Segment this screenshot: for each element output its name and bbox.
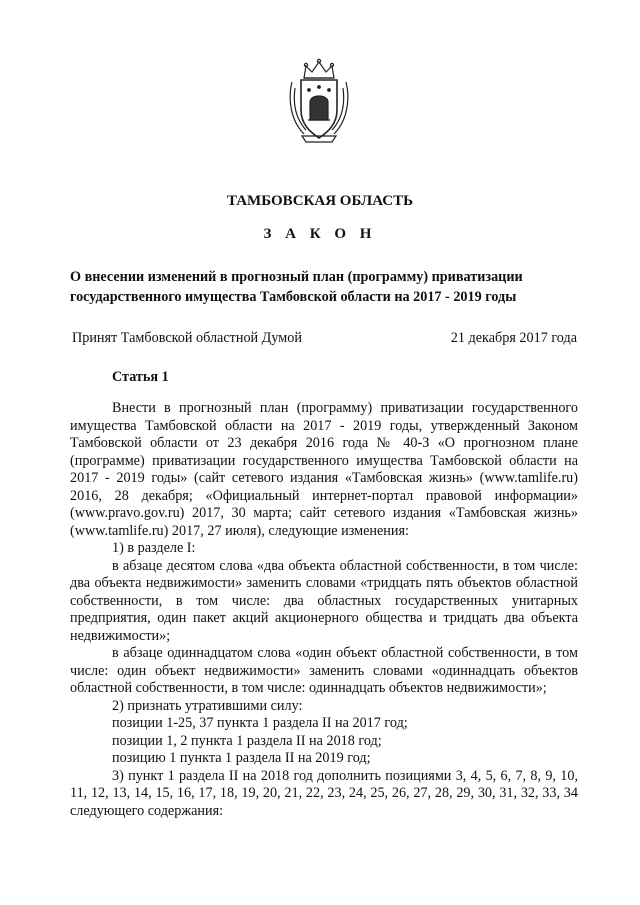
paragraph-positions-2017: позиции 1-25, 37 пункта 1 раздела II на 2017 год; (112, 715, 408, 731)
article-body (70, 400, 578, 820)
paragraph-abzac-10: в абзаце десятом слова «два объекта областной собственности, в том числе: два объекта недвижимости» заменить словами «тридцать пять объектов областной собственности, в том числе: два областных государственных унитарных предприятия, один пакет акций акционерного общества и тридцать два объекта недвижимости»; (70, 557, 578, 644)
adoption-row (72, 330, 577, 347)
paragraph-intro: Внести в прогнозный план (программу) приватизации государственного имущества Тамбовской области на 2017 - 2019 годы, утвержденный Законом Тамбовской области от 23 декабря 2016 года № 40-З «О прогнозном плане (программе) приватизации государственного имущества Тамбовской области на 2017 - 2019 годы» (сайт сетевого издания «Тамбовская жизнь» (www.tamlife.ru) 2016, 28 декабря; «Официальный интернет-портал правовой информации» (www.pravo.gov.ru) 2017, 30 марта; сайт сетевого издания «Тамбовская жизнь» (www.tamlife.ru) 2017, 27 июля), следующие изменения: (70, 400, 578, 539)
paragraph-item-3: 3) пункт 1 раздела II на 2018 год дополнить позициями 3, 4, 5, 6, 7, 8, 9, 10, 11, 12, 13, 14, 15, 16, 17, 18, 19, 20, 21, 22, 23, 24, 25, 26, 27, 28, 29, 30, 31, 32, 33, 34 следующего содержания: (70, 767, 578, 819)
paragraph-item-2: 2) признать утратившими силу: (112, 697, 303, 714)
document-type-heading: З А К О Н (263, 226, 377, 242)
law-title-line-2: государственного имущества Тамбовской области на 2017 - 2019 годы (70, 289, 517, 305)
paragraph-position-2019: позицию 1 пункта 1 раздела II на 2019 год; (112, 750, 371, 766)
paragraph-abzac-11: в абзаце одиннадцатом слова «один объект областной собственности, в том числе: один объект недвижимости» заменить словами «одиннадцать объектов областной собственности, в том числе: одиннадцать объектов недвижимости»; (70, 645, 578, 696)
adopted-date: 21 декабря 2017 года (450, 330, 577, 346)
adopted-by: Принят Тамбовской областной Думой (72, 330, 302, 346)
paragraph-positions-2018: позиции 1, 2 пункта 1 раздела II на 2018 год; (112, 732, 382, 749)
region-heading: ТАМБОВСКАЯ ОБЛАСТЬ (226, 193, 414, 209)
law-title-line-1: О внесении изменений в прогнозный план (программу) приватизации (70, 269, 523, 285)
article-title: Статья 1 (112, 369, 169, 385)
paragraph-item-1: 1) в разделе I: (112, 540, 196, 556)
coat-of-arms-icon (284, 58, 354, 144)
